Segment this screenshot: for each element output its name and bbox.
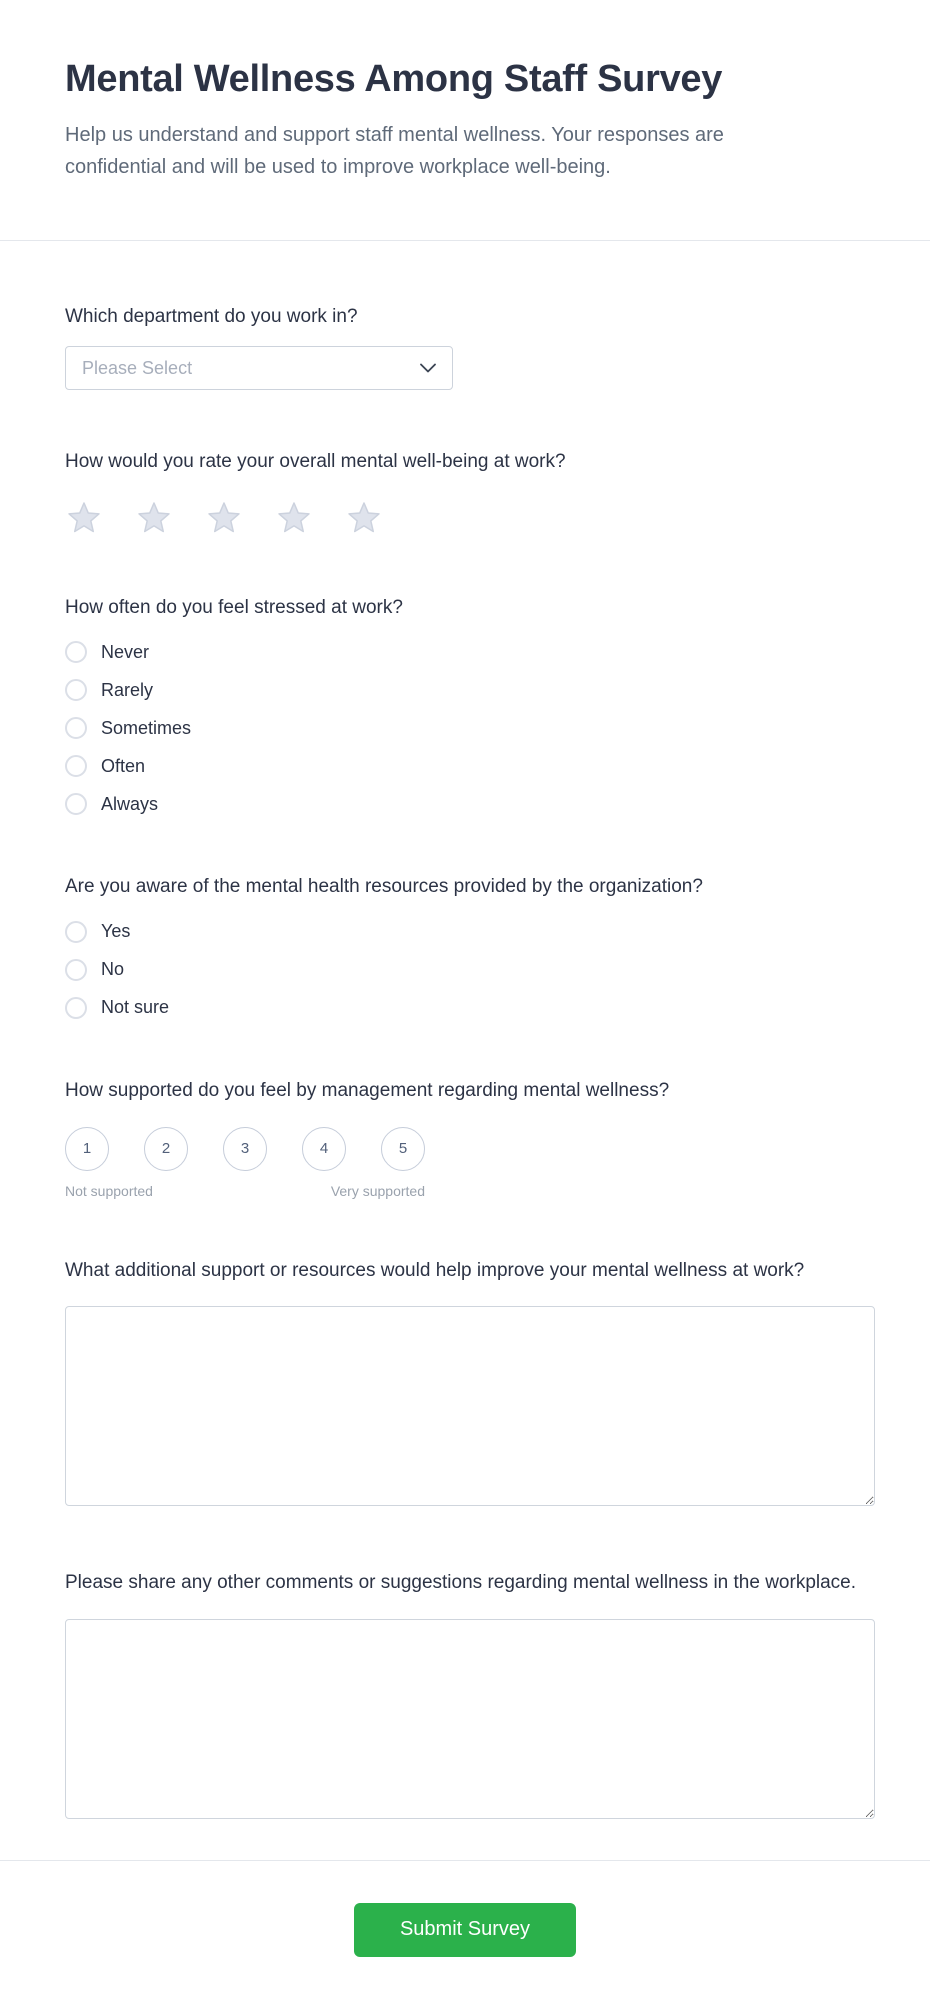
radio-option-label[interactable]: Always [101,793,159,814]
scale-max-label: Very supported [330,1182,425,1199]
radio-button[interactable] [65,641,87,663]
radio-option[interactable] [65,997,865,1019]
question-department [65,303,865,391]
question-wellbeing-rating [65,448,865,536]
radio-option-label[interactable]: No [101,959,125,980]
radio-option[interactable] [65,959,865,981]
question-label: Are you aware of the mental health resources provided by the organization? [65,876,703,898]
question-label: How would you rate your overall mental well-being at work? [65,451,566,473]
radio-button[interactable] [65,679,87,701]
question-stress-frequency [65,594,865,816]
radio-option[interactable] [65,921,865,943]
submit-button[interactable]: Submit Survey [354,1903,576,1957]
star-rating [65,492,865,536]
chevron-down-icon [420,363,436,373]
scale-endpoint-labels [65,1183,425,1199]
radio-group-awareness [65,917,865,1019]
submit-bar [0,1860,930,2005]
star-icon[interactable] [135,500,173,536]
radio-button[interactable] [65,755,87,777]
scale-option-4[interactable]: 4 [302,1127,346,1171]
scale-option-2[interactable]: 2 [144,1127,188,1171]
scale-rating [65,1121,865,1171]
radio-button[interactable] [65,921,87,943]
question-management-support [65,1077,865,1199]
select-placeholder: Please Select [82,357,193,378]
form-title: Mental Wellness Among Staff Survey [65,58,723,100]
scale-option-3[interactable]: 3 [223,1127,267,1171]
star-icon[interactable] [205,500,243,536]
radio-option[interactable] [65,679,865,701]
question-label: Which department do you work in? [65,305,358,327]
star-icon[interactable] [275,500,313,536]
form-header [0,0,930,241]
radio-option[interactable] [65,755,865,777]
question-label: Please share any other comments or suggestions regarding mental wellness in the workplace. [65,1572,857,1594]
form-body [0,241,930,1824]
comments-textarea[interactable] [65,1619,875,1819]
scale-min-label: Not supported [65,1182,153,1199]
star-icon[interactable] [65,500,103,536]
additional-support-textarea[interactable] [65,1306,875,1506]
radio-option-label[interactable]: Yes [101,921,131,942]
radio-option-label[interactable]: Never [101,641,150,662]
question-additional-support [65,1257,865,1512]
scale-option-5[interactable]: 5 [381,1127,425,1171]
radio-option-label[interactable]: Not sure [101,997,170,1018]
radio-option-label[interactable]: Sometimes [101,717,192,738]
radio-button[interactable] [65,793,87,815]
radio-option[interactable] [65,641,865,663]
department-select[interactable] [65,346,453,390]
question-label: How supported do you feel by management regarding mental wellness? [65,1079,670,1101]
star-icon[interactable] [345,500,383,536]
radio-option-label[interactable]: Rarely [101,679,154,700]
question-label: How often do you feel stressed at work? [65,596,403,618]
form-subtitle: Help us understand and support staff mental wellness. Your responses are confidential and will be used to improve workplace well-being. [65,124,724,179]
question-comments [65,1569,865,1824]
radio-option[interactable] [65,717,865,739]
radio-button[interactable] [65,717,87,739]
question-resource-awareness [65,873,865,1019]
radio-group-stress [65,637,865,815]
radio-button[interactable] [65,997,87,1019]
question-label: What additional support or resources would help improve your mental wellness at work? [65,1259,805,1281]
scale-option-1[interactable]: 1 [65,1127,109,1171]
radio-option[interactable] [65,793,865,815]
radio-button[interactable] [65,959,87,981]
radio-option-label[interactable]: Often [101,755,146,776]
